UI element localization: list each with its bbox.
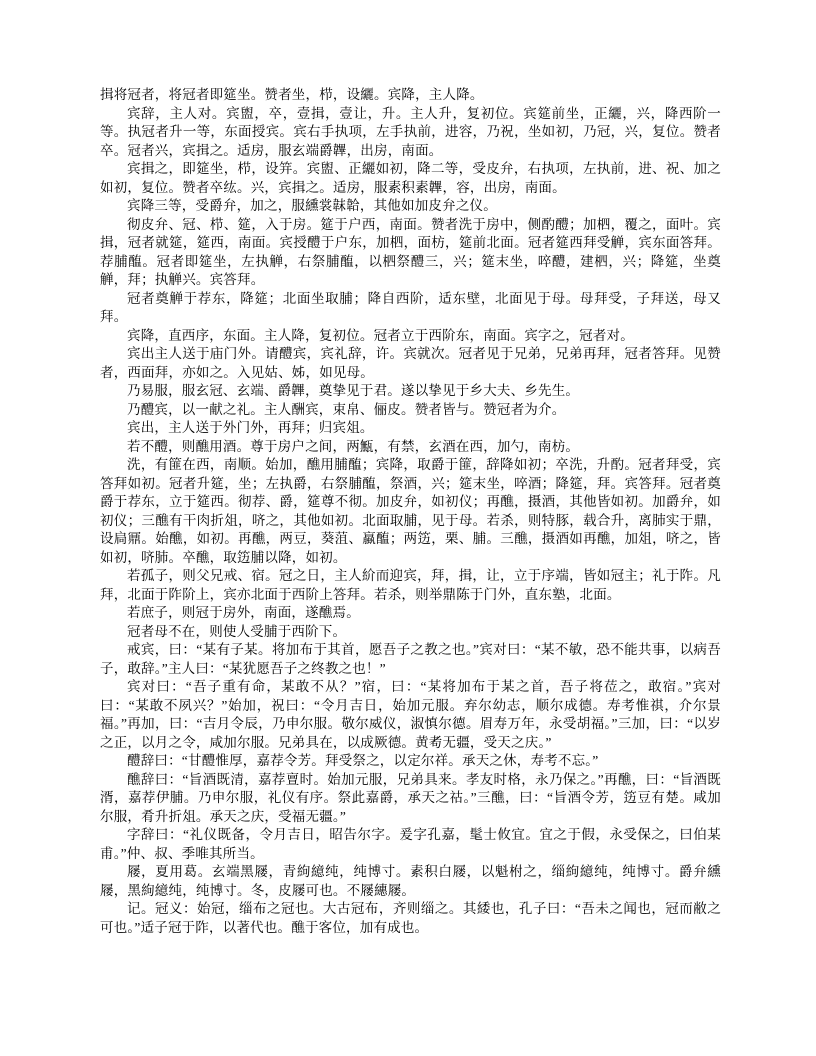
paragraph: 醴辞曰：“甘醴惟厚，嘉荐令芳。拜受祭之，以定尔祥。承天之休，寿考不忘。” [127,753,599,768]
paragraph: 宾辞，主人对。宾盥，卒，壹揖，壹让，升。主人升，复初位。宾筵前坐，正纚，兴，降西阶一等。执冠者升一等，东面授宾。宾右手执项，左手执前，进容，乃祝，坐如初，乃冠，兴，复位。赞者卒。冠者兴，宾揖之。适房，服玄端爵韠，出房，南面。 [100,105,721,158]
paragraph: 记。冠义：始冠，缁布之冠也。大古冠布，齐则缁之。其緌也，孔子曰：“吾未之闻也，冠而敝之可也。”适子冠于阼，以著代也。醮于客位，加有成也。 [100,901,721,935]
paragraph: 宾出主人送于庙门外。请醴宾，宾礼辞，许。宾就次。冠者见于兄弟，兄弟再拜，冠者答拜。见赞者，西面拜，亦如之。入见姑、姊，如见母。 [100,346,721,380]
paragraph: 冠者奠觯于荐东，降筵；北面坐取脯；降自西阶，适东壁，北面见于母。母拜受，子拜送，母又拜。 [100,290,721,324]
paragraph: 宾降，直西序，东面。主人降，复初位。冠者立于西阶东，南面。宾字之，冠者对。 [127,327,634,343]
paragraph: 醮辞曰：“旨酒既清，嘉荐亶时。始加元服，兄弟具来。孝友时格，永乃保之。”再醮，曰：“旨酒既湑，嘉荐伊脯。乃申尔服，礼仪有序。祭此嘉爵，承天之祜。”三醮，曰：“旨酒令芳，笾豆有楚。咸加尔服，肴升折俎。承天之庆，受福无疆。” [100,771,721,824]
paragraph: 冠者母不在，则使人受脯于西阶下。 [127,623,347,639]
document-body [100,86,721,937]
paragraph: 乃醴宾，以一献之礼。主人酬宾，束帛、俪皮。赞者皆与。赞冠者为介。 [127,401,566,417]
paragraph: 若庶子，则冠于房外，南面，遂醮焉。 [127,605,360,620]
paragraph: 宾降三等，受爵弁，加之，服纁裳韎韐，其他如加皮弁之仪。 [127,198,497,213]
paragraph: 戒宾，曰：“某有子某。将加布于其首，愿吾子之教之也。”宾对曰：“某不敏，恐不能共事，以病吾子，敢辞。”主人曰：“某犹愿吾子之终教之也！” [100,642,721,676]
paragraph: 彻皮弁、冠、栉、筵，入于房。筵于户西，南面。赞者洗于房中，侧酌醴；加柶，覆之，面叶。宾揖，冠者就筵，筵西，南面。宾授醴于户东，加柶，面枋，筵前北面。冠者筵西拜受觯，宾东面答拜。荐脯醢。冠者即筵坐，左执觯，右祭脯醢，以柶祭醴三，兴；筵末坐，啐醴，建柶，兴；降筵，坐奠觯，拜；执觯兴。宾答拜。 [100,216,721,287]
paragraph: 宾揖之，即筵坐，栉，设笄。宾盥、正纚如初，降二等，受皮弁，右执项，左执前，进、祝、加之如初，复位。赞者卒纮。兴，宾揖之。适房，服素积素韠，容，出房，南面。 [100,161,721,195]
paragraph: 屦，夏用葛。玄端黑屦，青絇繶纯，纯博寸。素积白屦，以魁柎之，缁絇繶纯，纯博寸。爵弁纁屦，黑絇繶纯，纯博寸。冬，皮屦可也。不屦繐屦。 [100,864,721,898]
paragraph: 若孤子，则父兄戒、宿。冠之日，主人紒而迎宾，拜，揖，让，立于序端，皆如冠主；礼于阼。凡拜，北面于阼阶上，宾亦北面于西阶上答拜。若杀，则举鼎陈于门外，直东塾，北面。 [100,568,721,602]
paragraph: 宾出，主人送于外门外，再拜；归宾俎。 [127,420,374,435]
paragraph: 宾对曰：“吾子重有命，某敢不从？”宿，曰：“某将加布于某之首，吾子将莅之，敢宿。”宾对曰：“某敢不夙兴？”始加，祝曰：“令月吉日，始加元服。弃尔幼志，顺尔成德。寿考惟祺，介尔景福。”再加，曰：“吉月令辰，乃申尔服。敬尔威仪，淑慎尔德。眉寿万年，永受胡福。”三加，曰：“以岁之正，以月之令，咸加尔服。兄弟具在，以成厥德。黄耇无疆，受天之庆。” [100,679,721,750]
paragraph: 字辞曰：“礼仪既备，令月吉日，昭告尔字。爰字孔嘉，髦士攸宜。宜之于假，永受保之，曰伯某甫。”仲、叔、季唯其所当。 [100,827,721,861]
paragraph: 乃易服，服玄冠、玄端、爵韠，奠挚见于君。遂以挚见于乡大夫、乡先生。 [127,383,580,398]
paragraph: 洗，有篚在西，南顺。始加，醮用脯醢；宾降，取爵于篚，辞降如初；卒洗，升酌。冠者拜受，宾答拜如初。冠者升筵，坐；左执爵，右祭脯醢，祭酒，兴；筵末坐，啐酒；降筵，拜。宾答拜。冠者奠爵于荐东，立于筵西。彻荐、爵，筵尊不彻。加皮弁，如初仪；再醮，摄酒，其他皆如初。加爵弁，如初仪；三醮有干肉折俎，哜之，其他如初。北面取脯，见于母。若杀，则特豚，载合升，离肺实于鼎，设扃鼏。始醮，如初。再醮，两豆，葵菹、蠃醢；两笾，栗、脯。三醮，摄酒如再醮，加俎，哜之，皆如初，哜肺。卒醮，取笾脯以降，如初。 [100,457,721,565]
paragraph: 若不醴，则醮用酒。尊于房户之间，两甒，有禁，玄酒在西，加勺，南枋。 [127,438,580,454]
paragraph: 揖将冠者，将冠者即筵坐。赞者坐，栉，设纚。宾降，主人降。 [100,87,484,102]
